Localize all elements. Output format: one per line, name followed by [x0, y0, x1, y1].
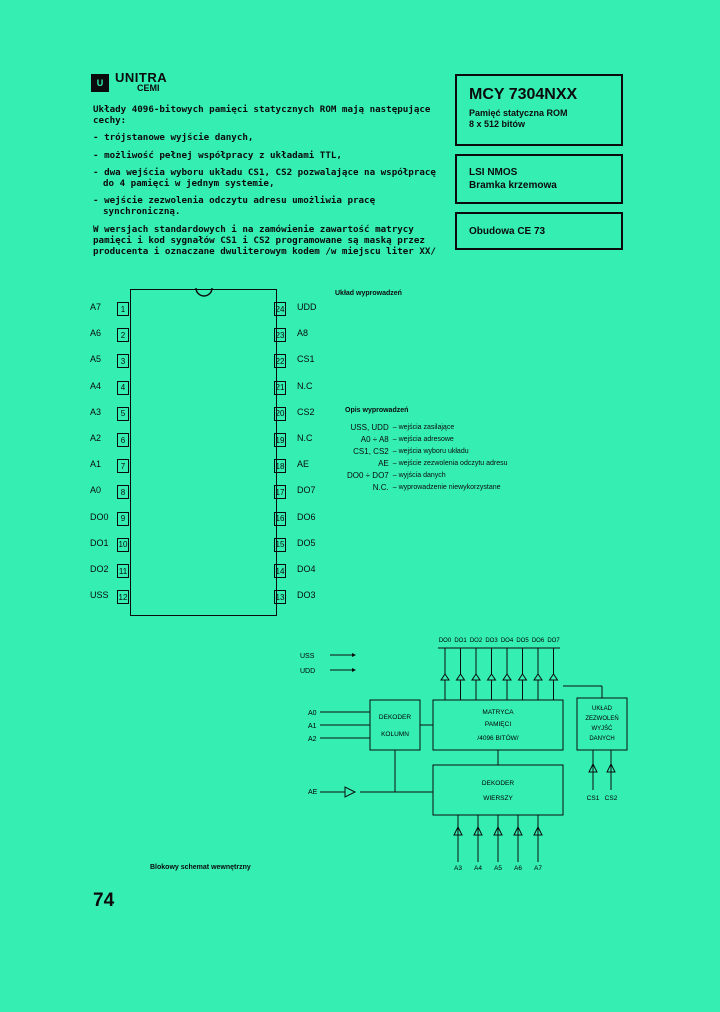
- output-buffer: [441, 674, 449, 680]
- pin-number: 12: [117, 590, 129, 604]
- pin-desc-key: CS1, CS2: [353, 447, 389, 456]
- output-label: DO2: [469, 638, 483, 644]
- output-drivers: [439, 638, 561, 700]
- pin-desc-text: – wejścia zasilające: [392, 424, 455, 431]
- pin-desc-row: [345, 482, 510, 494]
- pin-desc-key: A0 ÷ A8: [360, 435, 389, 444]
- pin-label: UDD: [297, 302, 317, 312]
- pin-desc-text: – wyprowadzenie niewykorzystane: [392, 484, 501, 491]
- pin-number: 20: [274, 407, 286, 421]
- pin-number: 6: [117, 433, 129, 447]
- pin-desc-text: – wejście zezwolenia odczytu adresu: [392, 460, 508, 467]
- unitra-logo: [91, 72, 167, 93]
- pin-desc-key: DO0 ÷ DO7: [347, 471, 389, 480]
- output-buffer: [503, 674, 511, 680]
- output-label: DO1: [454, 638, 467, 644]
- cs-label: CS2: [604, 795, 618, 802]
- pin-label: A3: [90, 406, 102, 417]
- block-caption: Blokowy schemat wewnętrzny: [150, 864, 251, 871]
- output-buffer: [534, 674, 542, 680]
- pin-number: 15: [274, 538, 286, 552]
- pin-label: DO2: [90, 564, 109, 574]
- pin-desc-text: – wejścia adresowe: [392, 436, 454, 443]
- pin-label: DO1: [90, 537, 109, 548]
- row-input-label: A5: [494, 865, 502, 872]
- pin-description: [345, 407, 510, 494]
- feature-item: - dwa wejścia wyboru układu CS1, CS2 pozwalające na współpracę do 4 pamięci w jednym systemie,: [93, 166, 436, 190]
- output-buffer: [488, 674, 496, 680]
- pin-desc-row: [345, 422, 510, 434]
- pin-number: 1: [117, 302, 129, 316]
- pin-number: 5: [117, 407, 129, 421]
- row-input-label: A4: [474, 865, 482, 872]
- pin-desc-key: N.C.: [372, 483, 389, 492]
- cs-label: CS1: [586, 795, 600, 802]
- pinout-title: Układ wyprowadzeń: [335, 290, 402, 297]
- pin-number: 8: [117, 485, 129, 499]
- pin-desc-row: [345, 434, 510, 446]
- pin-number: 4: [117, 381, 129, 395]
- col-input-a2: A2: [308, 736, 317, 743]
- pin-label: DO7: [297, 485, 316, 496]
- package-line: Obudowa CE 73: [469, 226, 546, 237]
- pin-desc-title: Opis wyprowadzeń: [345, 407, 409, 414]
- enable-l2: ZEZWOLEŃ: [585, 716, 619, 722]
- row-drivers: [454, 815, 542, 872]
- matrix-l3: /4096 BITÓW/: [477, 735, 519, 742]
- intro-lead: Układy 4096-bitowych pamięci statycznych ROM mają następujące cechy:: [93, 104, 431, 127]
- pin-desc-row: [345, 446, 510, 458]
- feature-item: - trójstanowe wyjście danych,: [93, 132, 254, 144]
- pin-label: A6: [90, 328, 102, 339]
- pin-label: A8: [297, 328, 309, 339]
- col-input-a1: A1: [308, 723, 317, 730]
- dekoder-wierszy-l2: WIERSZY: [483, 795, 513, 802]
- dekoder-wierszy-l1: DEKODER: [481, 780, 515, 787]
- output-label: DO4: [500, 638, 514, 644]
- intro-text: [93, 104, 438, 263]
- block-diagram: [290, 630, 640, 880]
- output-label: DO6: [531, 638, 545, 644]
- pin-number: 3: [117, 354, 129, 368]
- pin-number: 24: [274, 302, 286, 316]
- pin-number: 10: [117, 538, 129, 552]
- pin-number: 14: [274, 564, 286, 578]
- title-box: [455, 74, 623, 146]
- col-input-a0: A0: [308, 710, 317, 717]
- part-desc-2: 8 x 512 bitów: [469, 119, 526, 129]
- feature-list: [93, 132, 438, 217]
- pin-number: 16: [274, 512, 286, 526]
- matrix-l2: PAMIĘCI: [484, 721, 512, 728]
- power-label-udd: UDD: [300, 668, 316, 675]
- enable-l3: WYJŚĆ: [591, 726, 613, 732]
- pin-label: CS1: [297, 354, 315, 365]
- page-number: 74: [93, 890, 115, 911]
- row-input-label: A6: [514, 865, 522, 872]
- pin-desc-key: AE: [378, 459, 389, 468]
- pin-number: 19: [274, 433, 286, 447]
- output-buffer: [472, 674, 480, 680]
- pin-number: 18: [274, 459, 286, 473]
- pin-number: 11: [117, 564, 129, 578]
- pin-number: 22: [274, 354, 286, 368]
- pin-label: CS2: [297, 406, 315, 417]
- pin-number: 13: [274, 590, 286, 604]
- pin-label: A7: [90, 302, 102, 312]
- pin-number: 21: [274, 381, 286, 395]
- pin-label: DO0: [90, 511, 109, 522]
- matrix-l1: MATRYCA: [482, 709, 514, 716]
- dekoder-kolumn-l2: KOLUMN: [381, 731, 409, 738]
- pin-label: A0: [90, 485, 102, 496]
- output-label: DO3: [485, 638, 498, 644]
- part-number: MCY 7304NXX: [469, 86, 578, 103]
- pin-desc-text: – wejścia wyboru układu: [392, 448, 469, 455]
- logo-name: UNITRA: [115, 70, 168, 85]
- pin-number: 17: [274, 485, 286, 499]
- enable-l1: UKŁAD: [591, 706, 613, 712]
- row-input-label: A7: [534, 865, 542, 872]
- output-label: DO7: [547, 638, 560, 644]
- pin-desc-key: USS, UDD: [350, 423, 389, 432]
- output-buffer: [550, 674, 558, 680]
- ae-label: AE: [308, 789, 318, 796]
- pin-label: DO3: [297, 590, 316, 601]
- intro-note: W wersjach standardowych i na zamówienie zawartość matrycy pamięci i kod sygnałów CS1 i CS2 programowane są maską przez producenta i oznaczane dwuliterowym kodem /w miejscu liter XX/: [93, 223, 436, 258]
- technology-line-1: LSI NMOS: [469, 167, 518, 178]
- pin-label: N.C: [297, 433, 313, 443]
- output-buffer: [457, 674, 465, 680]
- pin-number: 2: [117, 328, 129, 342]
- pin-label: A5: [90, 354, 102, 365]
- logo-sub: CEMI: [137, 83, 160, 93]
- pin-desc-row: [345, 458, 510, 470]
- pin-label: DO4: [297, 564, 316, 574]
- output-label: DO0: [438, 638, 452, 644]
- pin-label: A4: [90, 380, 102, 391]
- cs-drivers: [587, 750, 618, 802]
- output-label: DO5: [516, 638, 529, 644]
- technology-box: [455, 154, 623, 204]
- part-desc-1: Pamięć statyczna ROM: [469, 108, 568, 118]
- pin-label: A1: [90, 459, 102, 470]
- chip-body: [130, 289, 277, 616]
- output-buffer: [519, 674, 527, 680]
- pin-label: A2: [90, 433, 102, 443]
- pin-label: USS: [90, 590, 109, 601]
- power-label-uss: USS: [300, 653, 315, 660]
- chip-notch: [194, 288, 214, 300]
- pin-desc-text: – wyjścia danych: [392, 472, 446, 479]
- pin-label: DO6: [297, 511, 316, 522]
- feature-item: - wejście zezwolenia odczytu adresu umożliwia pracę synchroniczną.: [93, 195, 376, 218]
- feature-item: - możliwość pełnej współpracy z układami TTL,: [93, 149, 342, 161]
- enable-l4: DANYCH: [589, 736, 615, 742]
- dekoder-kolumn-l1: DEKODER: [378, 714, 412, 721]
- logo-mark: U: [91, 74, 109, 92]
- package-box: [455, 212, 623, 250]
- pin-number: 9: [117, 512, 129, 526]
- pin-number: 7: [117, 459, 129, 473]
- pin-number: 23: [274, 328, 286, 342]
- pin-label: DO5: [297, 537, 316, 548]
- pin-desc-table: [345, 422, 510, 494]
- row-input-label: A3: [454, 865, 462, 872]
- pin-label: N.C: [297, 380, 313, 391]
- pin-label: AE: [297, 459, 310, 470]
- pin-desc-row: [345, 470, 510, 482]
- technology-line-2: Bramka krzemowa: [469, 180, 557, 191]
